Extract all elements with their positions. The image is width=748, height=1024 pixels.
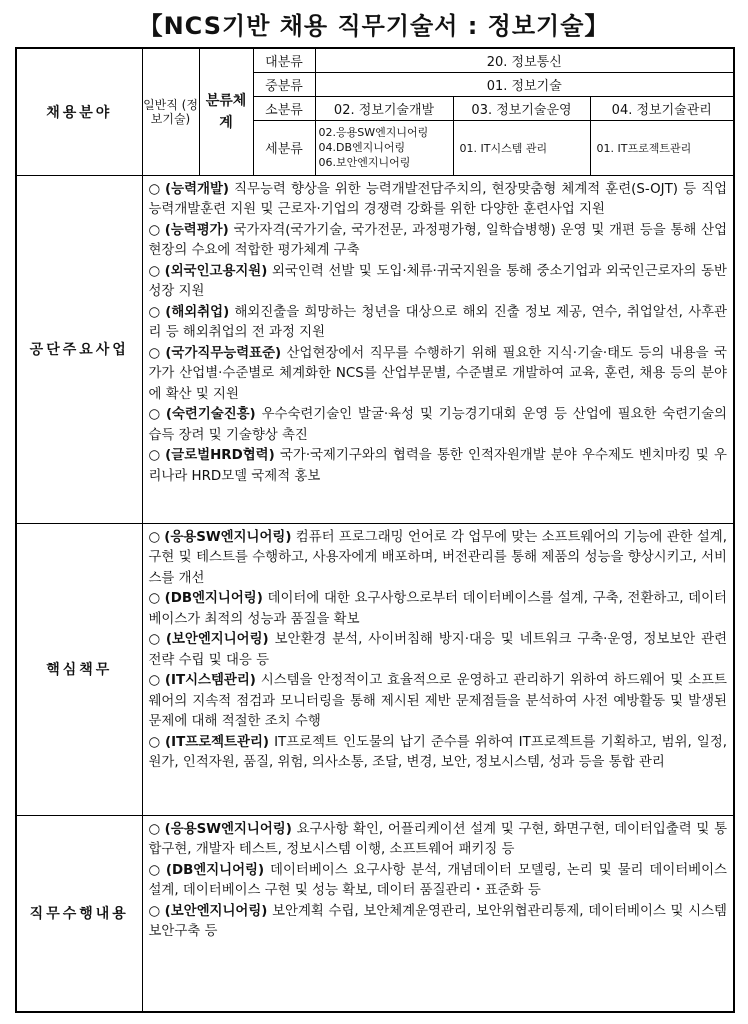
core-duties-list — [142, 523, 734, 815]
detail-item: 04.DB엔지니어링 — [318, 141, 406, 154]
list-item — [149, 221, 728, 262]
detail-category-label: 세분류 — [253, 120, 315, 175]
list-item — [149, 820, 728, 861]
item-heading: (능력개발) — [165, 181, 230, 197]
main-business-label: 공단주요사업 — [16, 175, 142, 523]
bullet-icon: ○ — [148, 673, 161, 688]
item-text: IT프로젝트 인도물의 납기 준수를 위하여 IT프로젝트를 기획하고, 범위, 일정, 원가, 인적자원, 품질, 위험, 의사소통, 조달, 변경, 보안, 정보시스템, 성과 등을 통합 관리 — [148, 734, 728, 770]
bullet-icon: ○ — [148, 304, 162, 320]
bullet-icon: ○ — [148, 862, 162, 878]
minor-category-3: 04. 정보기술관리 — [590, 96, 734, 120]
job-description-table — [15, 47, 735, 1013]
minor-category-2: 03. 정보기술운영 — [453, 96, 590, 120]
list-item — [149, 344, 728, 406]
bullet-icon: ○ — [148, 263, 161, 279]
list-item — [149, 446, 728, 487]
major-category-label: 대분류 — [253, 48, 315, 72]
middle-category-value: 01. 정보기술 — [315, 72, 734, 96]
item-heading: (응용SW엔지니어링) — [164, 821, 292, 837]
detail-item: 06.보안엔지니어링 — [318, 156, 411, 169]
list-item — [149, 405, 728, 446]
bullet-icon: ○ — [148, 529, 161, 545]
item-text: 시스템을 안정적이고 효율적으로 운영하고 관리하기 위하여 하드웨어 및 소프트웨어의 지속적 점검과 모니터링을 통해 제시된 제반 문제점들을 분석하여 사전 예방활동 및 발생된 문제에 대해 적절한 조치 수행 — [148, 673, 727, 729]
job-type-cell — [142, 48, 199, 175]
list-item — [149, 902, 728, 943]
item-heading: (국가직무능력표준) — [165, 345, 282, 361]
core-duties-label: 핵심책무 — [16, 523, 142, 815]
classification-label: 분류체계 — [205, 92, 247, 131]
item-text: 데이터베이스 요구사항 분석, 개념데이터 모델링, 논리 및 물리 데이터베이스 설계, 데이터베이스 구현 및 성능 확보, 데이터 품질관리・표준화 등 — [148, 862, 727, 898]
item-text: 외국인력 선발 및 도입·체류·귀국지원을 통해 중소기업과 외국인근로자의 동반성장 지원 — [148, 263, 727, 299]
list-item — [149, 589, 728, 630]
item-heading: (IT프로젝트관리) — [165, 734, 269, 750]
document-title: 【NCS기반 채용 직무기술서 : 정보기술】 — [138, 12, 610, 40]
item-text: 보안환경 분석, 사이버침해 방지·대응 및 네트워크 구축·운영, 정보보안 관련 전략 수립 및 대응 등 — [148, 632, 728, 668]
bullet-icon: ○ — [148, 407, 162, 422]
bullet-icon: ○ — [148, 591, 161, 606]
detail-category-2: 01. IT시스템 관리 — [453, 120, 590, 175]
detail-category-3: 01. IT프로젝트관리 — [590, 120, 734, 175]
bullet-icon: ○ — [148, 903, 161, 919]
item-text: 국가자격(국가기술, 국가전문, 과정평가형, 일학습병행) 운영 및 개편 등을 통해 산업현장의 수요에 적합한 평가체계 구축 — [148, 222, 728, 258]
item-text: 우수숙련기술인 발굴·육성 및 기능경기대회 운영 등 산업에 필요한 숙련기술의 습득 장려 및 기술향상 촉진 — [148, 407, 727, 443]
item-text: 보안계획 수립, 보안체계운영관리, 보안위협관리통제, 데이터베이스 및 시스템 보안구축 등 — [148, 903, 727, 939]
list-item — [149, 861, 728, 902]
list-item — [149, 630, 728, 671]
item-text: 산업현장에서 직무를 수행하기 위해 필요한 지식·기술·태도 등의 내용을 국가가 산업별·수준별로 체계화한 NCS를 산업부문별, 수준별로 개발하여 교육, 훈련, 채용 등의 분야에 확산 및 지원 — [148, 345, 727, 402]
item-heading: (DB엔지니어링) — [165, 862, 265, 878]
item-text: 직무능력 향상을 위한 능력개발전담주치의, 현장맞춤형 체계적 훈련(S-OJT) 등 직업능력개발훈련 지원 및 근로자·기업의 경쟁력 강화를 위한 다양한 훈련사업 지원 — [148, 181, 727, 217]
classification-cell — [199, 48, 253, 175]
minor-category-1: 02. 정보기술개발 — [315, 96, 453, 120]
bullet-icon: ○ — [148, 821, 161, 837]
list-item — [149, 180, 728, 221]
bullet-icon: ○ — [148, 345, 162, 361]
item-text: 데이터에 대한 요구사항으로부터 데이터베이스를 설계, 구축, 전환하고, 데이터베이스가 최적의 성능과 품질을 확보 — [148, 591, 727, 627]
item-text: 컴퓨터 프로그래밍 언어로 각 업무에 맞는 소프트웨어의 기능에 관한 설계, 구현 및 테스트를 수행하고, 사용자에게 배포하며, 버전관리를 통해 제품의 성능을 향상시키고, 서비스를 개선 — [148, 529, 727, 586]
job-content-label: 직무수행내용 — [16, 815, 142, 1012]
bullet-icon: ○ — [148, 181, 162, 197]
list-item — [149, 262, 728, 303]
list-item — [149, 733, 728, 774]
list-item — [149, 303, 728, 344]
job-content-list — [142, 815, 734, 1012]
item-heading: (DB엔지니어링) — [164, 591, 263, 606]
middle-category-label: 중분류 — [253, 72, 315, 96]
list-item — [149, 671, 728, 733]
bullet-icon: ○ — [148, 448, 162, 463]
item-heading: (IT시스템관리) — [164, 673, 256, 688]
item-heading: (응용SW엔지니어링) — [164, 529, 292, 545]
bullet-icon: ○ — [148, 222, 161, 238]
item-text: 국가·국제기구와의 협력을 통한 인적자원개발 분야 우수제도 벤치마킹 및 우리나라 HRD모델 국제적 홍보 — [148, 448, 727, 484]
item-heading: (능력평가) — [164, 222, 229, 238]
job-type: 일반직 (정보기술) — [143, 97, 198, 126]
bullet-icon: ○ — [148, 632, 162, 647]
item-text: 요구사항 확인, 어플리케이션 설계 및 구현, 화면구현, 데이터입출력 및 통합구현, 개발자 테스트, 정보시스템 이행, 소프트웨어 패키징 등 — [148, 821, 728, 857]
item-text: 해외진출을 희망하는 청년을 대상으로 해외 진출 정보 제공, 연수, 취업알선, 사후관리 등 해외취업의 전 과정 지원 — [148, 304, 727, 340]
item-heading: (외국인고용지원) — [164, 263, 268, 279]
item-heading: (보안엔지니어링) — [164, 903, 268, 919]
item-heading: (해외취업) — [165, 304, 230, 320]
detail-item: 02.응용SW엔지니어링 — [318, 126, 429, 139]
item-heading: (글로벌HRD협력) — [165, 448, 275, 463]
item-heading: (숙련기술진흥) — [165, 407, 256, 422]
list-item — [149, 528, 728, 590]
main-business-list — [142, 175, 734, 523]
recruit-field-label: 채용분야 — [16, 48, 142, 175]
minor-category-label: 소분류 — [253, 96, 315, 120]
detail-category-1 — [315, 120, 453, 175]
item-heading: (보안엔지니어링) — [165, 632, 269, 647]
bullet-icon: ○ — [148, 734, 162, 750]
major-category-value: 20. 정보통신 — [315, 48, 734, 72]
